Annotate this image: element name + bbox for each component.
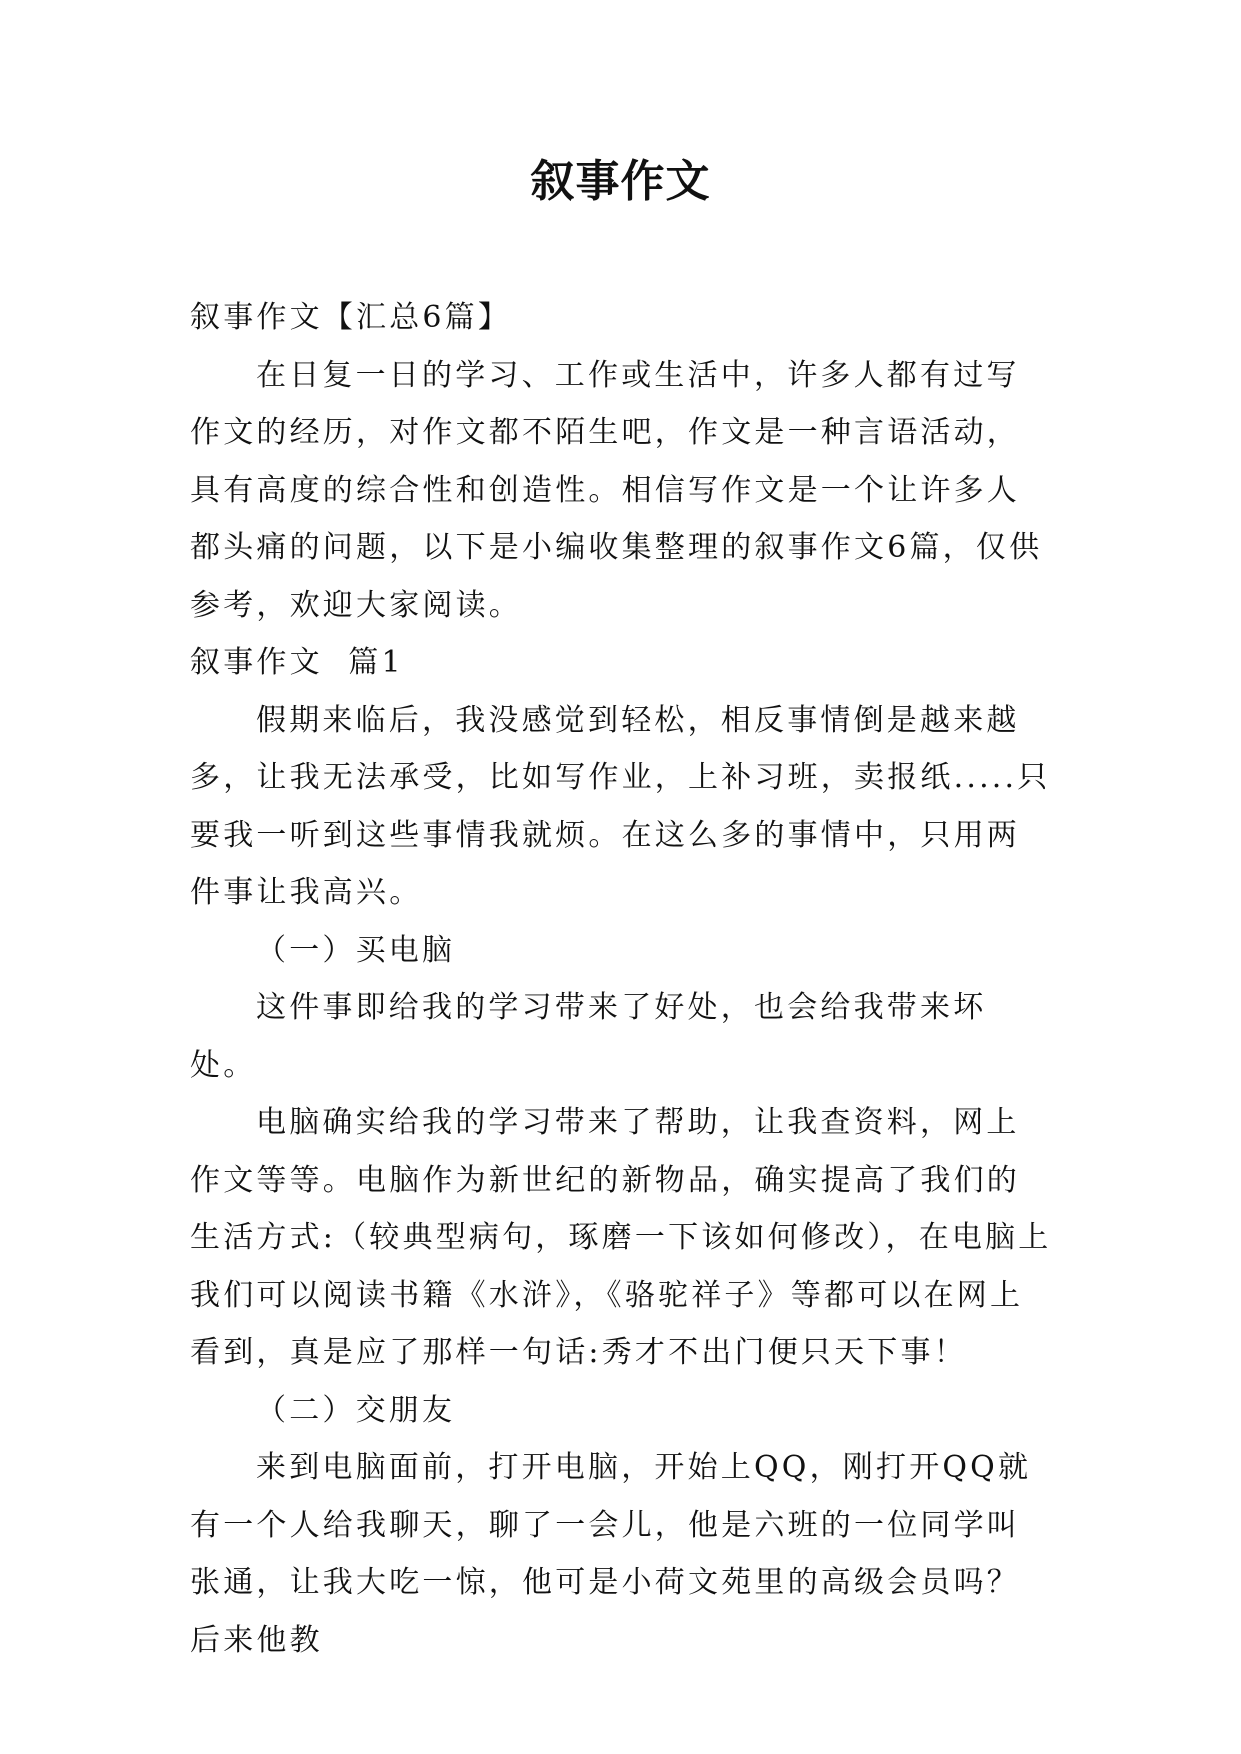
section-heading: （二）交朋友 xyxy=(256,1392,456,1428)
essay-paragraph: 来到电脑面前，打开电脑，开始上QQ，刚打开QQ就有一个人给我聊天，聊了一会儿，他是六班的一位同学叫张通，让我大吃一惊，他可是小荷文苑里的高级会员吗？后来他教 xyxy=(190,1450,1032,1658)
document-title: 叙事作文 xyxy=(530,156,711,207)
document-body xyxy=(190,289,1052,1669)
essay-paragraph: 电脑确实给我的学习带来了帮助，让我查资料，网上作文等等。电脑作为新世纪的新物品，确实提高了我们的生活方式:（较典型病句，琢磨一下该如何修改），在电脑上我们可以阅读书籍《水浒》，《骆驼祥子》等都可以在网上看到，真是应了那样一句话:秀才不出门便只天下事！ xyxy=(190,1105,1052,1370)
essay-paragraph: 这件事即给我的学习带来了好处，也会给我带来坏处。 xyxy=(190,990,987,1083)
collection-heading: 叙事作文【汇总6篇】 xyxy=(190,300,512,335)
intro-paragraph: 在日复一日的学习、工作或生活中，许多人都有过写作文的经历，对作文都不陌生吧，作文是一种言语活动，具有高度的综合性和创造性。相信写作文是一个让许多人都头痛的问题，以下是小编收集整理的叙事作文6篇，仅供参考，欢迎大家阅读。 xyxy=(190,357,1043,623)
section-heading: （一）买电脑 xyxy=(256,932,456,968)
essay-paragraph: 假期来临后，我没感觉到轻松，相反事情倒是越来越多，让我无法承受，比如写作业，上补习班，卖报纸.....只要我一听到这些事情我就烦。在这么多的事情中，只用两件事让我高兴。 xyxy=(190,702,1051,910)
essay-heading: 叙事作文 篇1 xyxy=(190,645,404,680)
